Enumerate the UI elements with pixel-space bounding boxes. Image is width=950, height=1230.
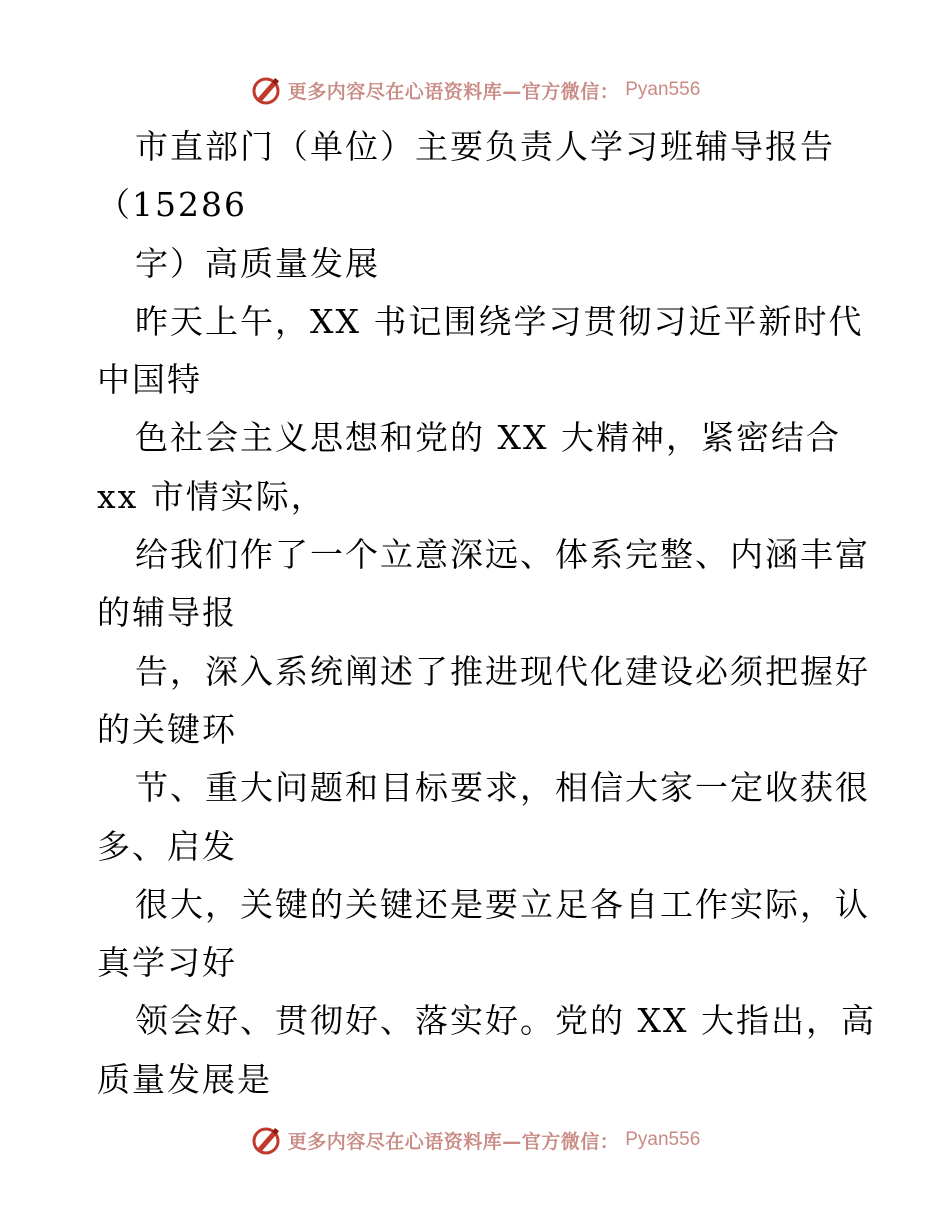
document-line: 质量发展是 [97,1059,272,1099]
document-line: 中国特 [97,360,202,400]
document-line: 多、启发 [97,826,237,866]
document-line: 市直部门（单位）主要负责人学习班辅导报告 [135,127,835,166]
document-line: 字）高质量发展 [135,243,380,283]
red-pen-seal-icon [250,1124,282,1156]
footer-banner [0,1120,950,1160]
document-line: 节、重大问题和目标要求，相信大家一定收获很 [135,768,870,808]
header-banner [0,70,950,110]
footer-banner-text: 更多内容尽在心语资料库—官方微信： [287,1130,620,1153]
document-line: 真学习好 [97,943,237,983]
document-line: 的辅导报 [97,593,237,633]
document-line: 昨天上午，XX 书记围绕学习贯彻习近平新时代 [135,301,864,341]
header-banner-text: 更多内容尽在心语资料库—官方微信： [287,80,620,103]
document-line: 告，深入系统阐述了推进现代化建设必须把握好 [135,651,870,691]
document-line: 的关键环 [97,709,237,749]
document-body [97,118,877,1109]
header-wechat-id: Pyan556 [625,79,701,100]
document-line: xx 市情实际， [97,476,326,516]
document-line: 色社会主义思想和党的 XX 大精神，紧密结合 [135,418,841,458]
document-line: 给我们作了一个立意深远、体系完整、内涵丰富 [135,535,870,575]
document-line: 领会好、贯彻好、落实好。党的 XX 大指出，高 [135,1001,876,1041]
footer-wechat-id: Pyan556 [625,1129,701,1150]
document-line: 很大，关键的关键还是要立足各自工作实际，认 [135,884,870,924]
document-line: （15286 [97,185,247,225]
red-pen-seal-icon [250,74,282,106]
